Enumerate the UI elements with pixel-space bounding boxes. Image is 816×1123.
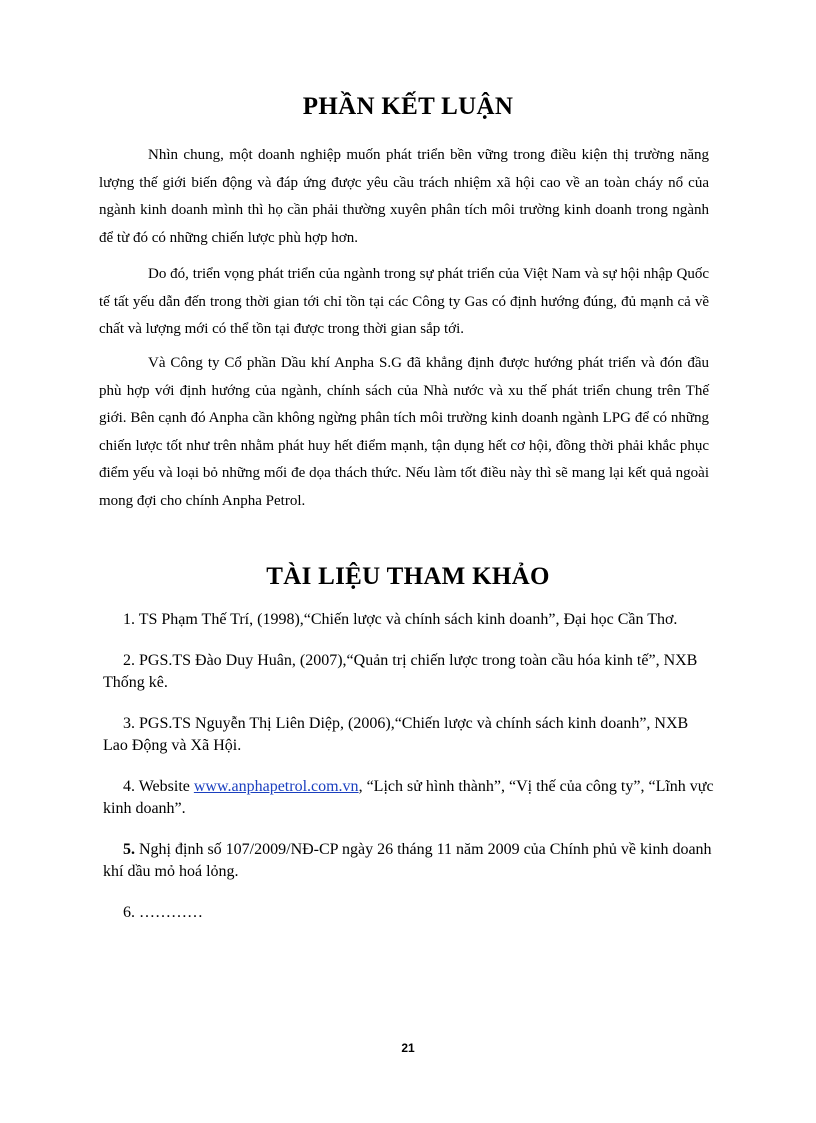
- reference-prefix: Website: [138, 778, 190, 795]
- reference-number: 2.: [123, 652, 135, 669]
- reference-item: [103, 713, 715, 757]
- references-heading: TÀI LIỆU THAM KHẢO: [266, 563, 550, 590]
- conclusion-paragraph-2: Do đó, triển vọng phát triển của ngành trong sự phát triển của Việt Nam và sự hội nhập Quốc tế tất yếu dẫn đến trong thời gian tới chỉ tồn tại các Công ty Gas có định hướng đúng, đủ mạnh cả về chất và lượng mới có thể tồn tại được trong thời gian sắp tới.: [99, 266, 709, 337]
- reference-item: [103, 839, 715, 883]
- reference-item: [103, 650, 715, 694]
- references-list: [103, 609, 715, 943]
- reference-item: [103, 902, 715, 924]
- reference-text: TS Phạm Thế Trí, (1998),“Chiến lược và chính sách kinh doanh”, Đại học Cần Thơ.: [138, 611, 678, 628]
- reference-text: …………: [139, 904, 203, 921]
- reference-text: , “Lịch sử hình thành”, “Vị thế của công ty”, “Lĩnh vực kinh doanh”.: [103, 778, 714, 817]
- reference-item: [103, 776, 715, 820]
- reference-text: Nghị định số 107/2009/NĐ-CP ngày 26 tháng 11 năm 2009 của Chính phủ về kinh doanh khí dầu mỏ hoá lỏng.: [103, 841, 712, 880]
- website-link[interactable]: www.anphapetrol.com.vn: [193, 778, 359, 795]
- reference-number: 6.: [123, 904, 135, 921]
- conclusion-heading: PHẦN KẾT LUẬN: [302, 93, 514, 120]
- reference-number: 5.: [123, 841, 135, 858]
- reference-number: 3.: [123, 715, 135, 732]
- conclusion-paragraph-3: Và Công ty Cổ phần Dầu khí Anpha S.G đã khẳng định được hướng phát triển và đón đầu phù hợp với định hướng của ngành, chính sách của Nhà nước và xu thế phát triển chung trên Thế giới. Bên cạnh đó Anpha cần không ngừng phân tích môi trường kinh doanh ngành LPG để có những chiến lược tốt như trên nhằm phát huy hết điểm mạnh, tận dụng hết cơ hội, đồng thời phải khắc phục điểm yếu và loại bỏ những mối đe dọa thách thức. Nếu làm tốt điều này thì sẽ mang lại kết quả ngoài mong đợi cho chính Anpha Petrol.: [99, 355, 709, 509]
- conclusion-paragraph-1: Nhìn chung, một doanh nghiệp muốn phát triển bền vững trong điều kiện thị trường năng lượng thế giới biến động và đáp ứng được yêu cầu trách nhiệm xã hội cao về an toàn cháy nổ của ngành kinh doanh mình thì họ cần phải thường xuyên phân tích môi trường kinh doanh trong ngành để từ đó có những chiến lược phù hợp hơn.: [99, 147, 709, 246]
- reference-item: [103, 609, 715, 631]
- reference-text: PGS.TS Nguyễn Thị Liên Diệp, (2006),“Chiến lược và chính sách kinh doanh”, NXB Lao Động và Xã Hội.: [103, 715, 689, 754]
- reference-number: 4.: [123, 778, 135, 795]
- reference-text: PGS.TS Đào Duy Huân, (2007),“Quản trị chiến lược trong toàn cầu hóa kinh tế”, NXB Thống kê.: [103, 652, 698, 691]
- reference-number: 1.: [123, 611, 135, 628]
- page-number: 21: [401, 1041, 415, 1055]
